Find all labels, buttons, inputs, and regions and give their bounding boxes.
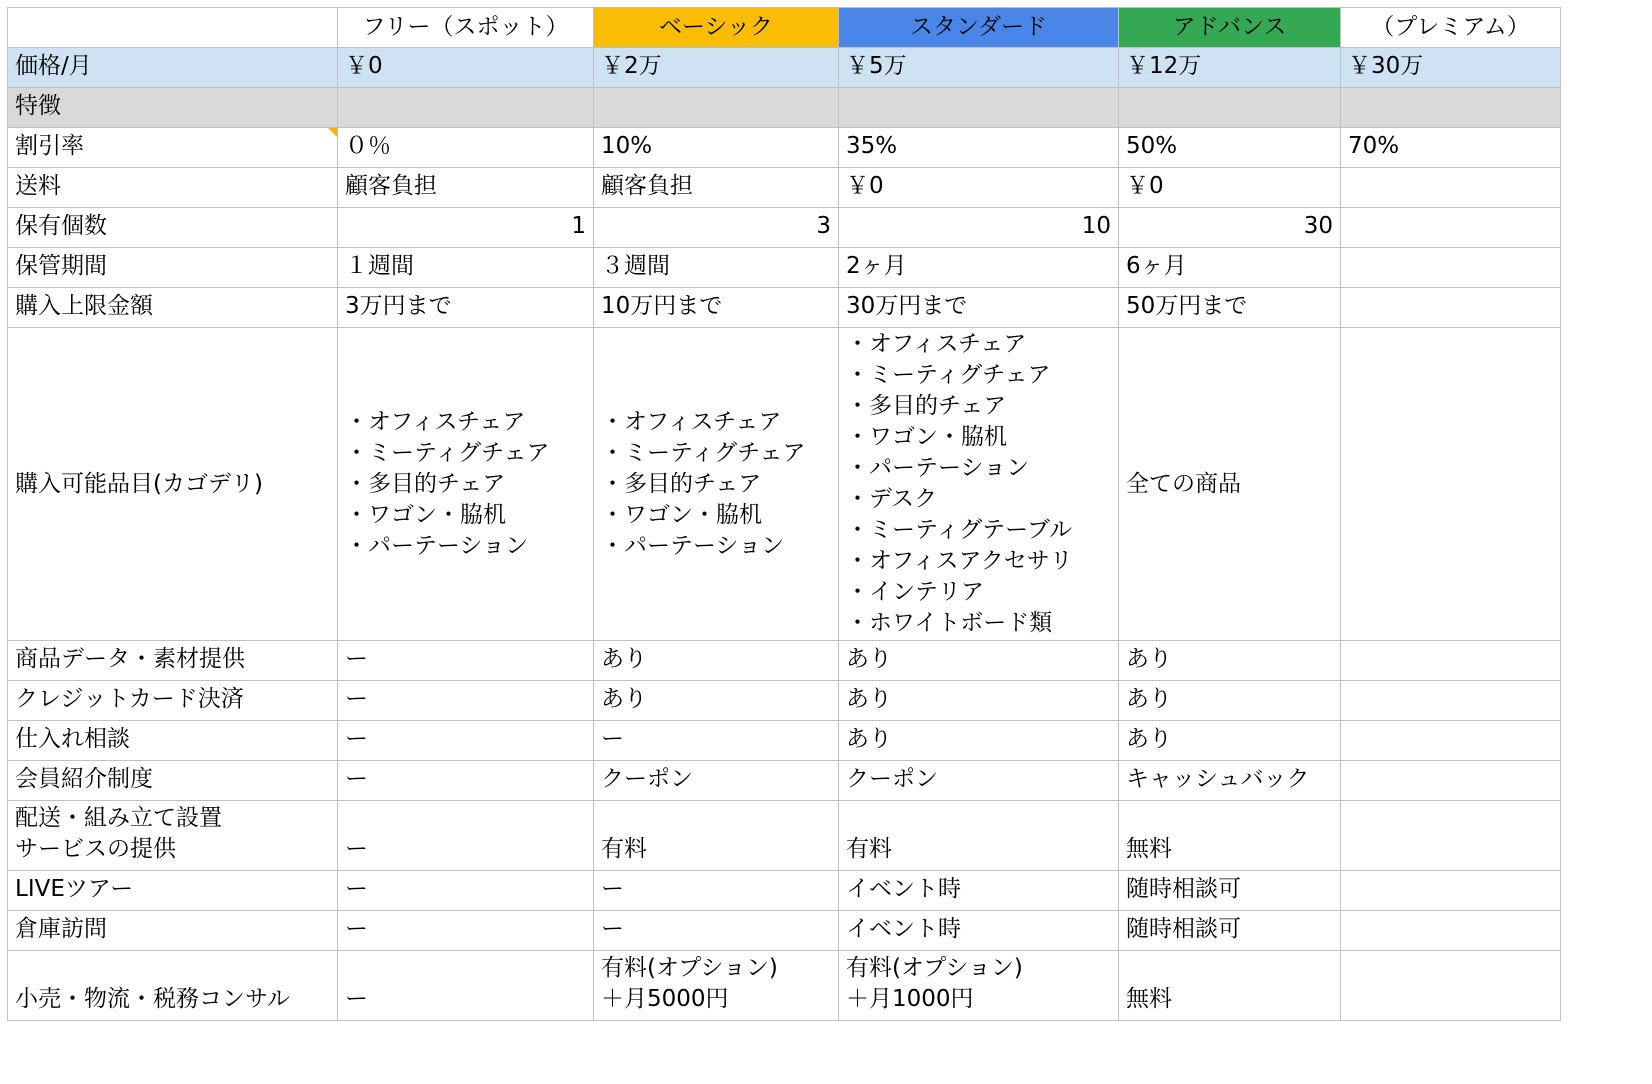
- cell-line: 配送・組み立て設置: [15, 805, 222, 831]
- cell-line: ・ワゴン・脇机: [601, 501, 762, 528]
- warehouse-visit-label[interactable]: 倉庫訪問: [8, 911, 338, 951]
- feature-cell[interactable]: [594, 88, 839, 128]
- holding-label[interactable]: 保有個数: [8, 208, 338, 248]
- cell-line: ・パーテーション: [601, 532, 785, 559]
- credit-card-basic[interactable]: あり: [594, 681, 839, 721]
- live-tour-free[interactable]: ー: [338, 871, 594, 911]
- referral-basic[interactable]: クーポン: [594, 761, 839, 801]
- referral-free[interactable]: ー: [338, 761, 594, 801]
- cell-line: ・ホワイトボード類: [846, 610, 1053, 636]
- categories-standard[interactable]: [839, 328, 1119, 641]
- cell-line: 有料(オプション): [601, 955, 778, 981]
- cell-line: 無料: [1126, 986, 1172, 1012]
- shipping-basic[interactable]: 顧客負担: [594, 168, 839, 208]
- product-data-premium[interactable]: [1341, 641, 1561, 681]
- purchase-limit-label[interactable]: 購入上限金額: [8, 288, 338, 328]
- cell-line: 全ての商品: [1126, 470, 1241, 497]
- categories-basic[interactable]: [594, 328, 839, 641]
- feature-cell[interactable]: [839, 88, 1119, 128]
- cell-line: ＋月5000円: [601, 986, 729, 1012]
- purchase-limit-basic[interactable]: 10万円まで: [594, 288, 839, 328]
- header-premium[interactable]: （プレミアム）: [1341, 8, 1561, 48]
- consulting-label[interactable]: 小売・物流・税務コンサル: [8, 951, 338, 1021]
- cell-line: ・パーテーション: [345, 532, 529, 559]
- referral-label[interactable]: 会員紹介制度: [8, 761, 338, 801]
- sourcing-free[interactable]: ー: [338, 721, 594, 761]
- cell-line: ＋月1000円: [846, 986, 974, 1012]
- price-advance[interactable]: ￥12万: [1119, 48, 1341, 88]
- live-tour-advance[interactable]: 随時相談可: [1119, 871, 1341, 911]
- holding-row: [8, 208, 1561, 248]
- cell-line: ・多目的チェア: [345, 470, 506, 497]
- cell-line: ・オフィスアクセサリ: [846, 548, 1073, 574]
- feature-section-row: [8, 88, 1561, 128]
- shipping-free[interactable]: 顧客負担: [338, 168, 594, 208]
- credit-card-label[interactable]: クレジットカード決済: [8, 681, 338, 721]
- product-data-advance[interactable]: あり: [1119, 641, 1341, 681]
- shipping-standard[interactable]: ￥0: [839, 168, 1119, 208]
- live-tour-premium[interactable]: [1341, 871, 1561, 911]
- purchase-limit-advance[interactable]: 50万円まで: [1119, 288, 1341, 328]
- feature-cell[interactable]: [338, 88, 594, 128]
- live-tour-row: [8, 871, 1561, 911]
- discount-advance[interactable]: 50%: [1119, 128, 1341, 168]
- storage-standard[interactable]: 2ヶ月: [839, 248, 1119, 288]
- cell-line: サービスの提供: [15, 836, 176, 862]
- price-standard[interactable]: ￥5万: [839, 48, 1119, 88]
- cell-line: ・デスク: [846, 486, 938, 512]
- price-free[interactable]: ￥0: [338, 48, 594, 88]
- purchase-limit-premium[interactable]: [1341, 288, 1561, 328]
- live-tour-standard[interactable]: イベント時: [839, 871, 1119, 911]
- categories-row: [8, 328, 1561, 641]
- cell-line: ・オフィスチェア: [846, 331, 1027, 357]
- shipping-label[interactable]: 送料: [8, 168, 338, 208]
- consulting-free[interactable]: [338, 951, 594, 1021]
- warehouse-visit-row: [8, 911, 1561, 951]
- holding-premium[interactable]: [1341, 208, 1561, 248]
- delivery-row: [8, 801, 1561, 871]
- header-row: [8, 8, 1561, 48]
- consulting-basic[interactable]: [594, 951, 839, 1021]
- header-standard[interactable]: スタンダード: [839, 8, 1119, 48]
- live-tour-label[interactable]: LIVEツアー: [8, 871, 338, 911]
- storage-basic[interactable]: ３週間: [594, 248, 839, 288]
- price-label[interactable]: 価格/月: [8, 48, 338, 88]
- credit-card-advance[interactable]: あり: [1119, 681, 1341, 721]
- categories-label[interactable]: 購入可能品目(カゴデリ): [8, 328, 338, 641]
- price-row: [8, 48, 1561, 88]
- product-data-label[interactable]: 商品データ・素材提供: [8, 641, 338, 681]
- holding-advance[interactable]: 30: [1119, 208, 1341, 248]
- categories-free[interactable]: [338, 328, 594, 641]
- delivery-free[interactable]: ー: [338, 801, 594, 871]
- shipping-row: [8, 168, 1561, 208]
- storage-label[interactable]: 保管期間: [8, 248, 338, 288]
- holding-free[interactable]: 1: [338, 208, 594, 248]
- sourcing-standard[interactable]: あり: [839, 721, 1119, 761]
- shipping-advance[interactable]: ￥0: [1119, 168, 1341, 208]
- holding-standard[interactable]: 10: [839, 208, 1119, 248]
- storage-advance[interactable]: 6ヶ月: [1119, 248, 1341, 288]
- cell-line: ・多目的チェア: [846, 393, 1007, 419]
- referral-row: [8, 761, 1561, 801]
- sourcing-row: [8, 721, 1561, 761]
- discount-basic[interactable]: 10%: [594, 128, 839, 168]
- delivery-standard[interactable]: 有料: [839, 801, 1119, 871]
- product-data-row: [8, 641, 1561, 681]
- storage-row: [8, 248, 1561, 288]
- cell-line: ・オフィスチェア: [345, 408, 526, 435]
- product-data-basic[interactable]: あり: [594, 641, 839, 681]
- cell-line: ・多目的チェア: [601, 470, 762, 497]
- holding-basic[interactable]: 3: [594, 208, 839, 248]
- purchase-limit-free[interactable]: 3万円まで: [338, 288, 594, 328]
- referral-advance[interactable]: キャッシュバック: [1119, 761, 1341, 801]
- header-cell-empty[interactable]: [8, 8, 338, 48]
- cell-line: ー: [345, 986, 368, 1012]
- purchase-limit-row: [8, 288, 1561, 328]
- cell-line: ・ミーティグテーブル: [846, 517, 1073, 543]
- referral-standard[interactable]: クーポン: [839, 761, 1119, 801]
- consulting-advance[interactable]: [1119, 951, 1341, 1021]
- discount-standard[interactable]: 35%: [839, 128, 1119, 168]
- warehouse-visit-premium[interactable]: [1341, 911, 1561, 951]
- sourcing-basic[interactable]: ー: [594, 721, 839, 761]
- credit-card-standard[interactable]: あり: [839, 681, 1119, 721]
- cell-line: ・ミーティグチェア: [601, 439, 806, 466]
- header-free[interactable]: フリー（スポット）: [338, 8, 594, 48]
- referral-premium[interactable]: [1341, 761, 1561, 801]
- cell-line: ・パーテーション: [846, 455, 1030, 481]
- plan-comparison-table: [7, 7, 1561, 1021]
- cell-line: ・ワゴン・脇机: [345, 501, 506, 528]
- product-data-standard[interactable]: あり: [839, 641, 1119, 681]
- consulting-row: [8, 951, 1561, 1021]
- consulting-standard[interactable]: [839, 951, 1119, 1021]
- delivery-label[interactable]: [8, 801, 338, 871]
- cell-line: ・インテリア: [846, 579, 984, 605]
- delivery-basic[interactable]: 有料: [594, 801, 839, 871]
- header-advance[interactable]: アドバンス: [1119, 8, 1341, 48]
- cell-line: ・オフィスチェア: [601, 408, 782, 435]
- storage-premium[interactable]: [1341, 248, 1561, 288]
- delivery-premium[interactable]: [1341, 801, 1561, 871]
- feature-cell[interactable]: [1119, 88, 1341, 128]
- consulting-premium[interactable]: [1341, 951, 1561, 1021]
- header-basic[interactable]: ベーシック: [594, 8, 839, 48]
- live-tour-basic[interactable]: ー: [594, 871, 839, 911]
- categories-premium[interactable]: [1341, 328, 1561, 641]
- cell-line: 有料(オプション): [846, 955, 1023, 981]
- price-premium[interactable]: ￥30万: [1341, 48, 1561, 88]
- warehouse-visit-standard[interactable]: イベント時: [839, 911, 1119, 951]
- cell-line: ・ミーティグチェア: [345, 439, 550, 466]
- warehouse-visit-advance[interactable]: 随時相談可: [1119, 911, 1341, 951]
- cell-line: ・ミーティグチェア: [846, 362, 1051, 388]
- credit-card-premium[interactable]: [1341, 681, 1561, 721]
- feature-section-label[interactable]: 特徴: [8, 88, 338, 128]
- price-basic[interactable]: ￥2万: [594, 48, 839, 88]
- warehouse-visit-free[interactable]: ー: [338, 911, 594, 951]
- warehouse-visit-basic[interactable]: ー: [594, 911, 839, 951]
- sourcing-advance[interactable]: あり: [1119, 721, 1341, 761]
- credit-card-free[interactable]: ー: [338, 681, 594, 721]
- discount-premium[interactable]: 70%: [1341, 128, 1561, 168]
- purchase-limit-standard[interactable]: 30万円まで: [839, 288, 1119, 328]
- product-data-free[interactable]: ー: [338, 641, 594, 681]
- shipping-premium[interactable]: [1341, 168, 1561, 208]
- discount-row: [8, 128, 1561, 168]
- sourcing-label[interactable]: 仕入れ相談: [8, 721, 338, 761]
- discount-free[interactable]: ０％: [338, 128, 594, 168]
- categories-advance[interactable]: [1119, 328, 1341, 641]
- cell-line: ・ワゴン・脇机: [846, 424, 1007, 450]
- delivery-advance[interactable]: 無料: [1119, 801, 1341, 871]
- storage-free[interactable]: １週間: [338, 248, 594, 288]
- feature-cell[interactable]: [1341, 88, 1561, 128]
- credit-card-row: [8, 681, 1561, 721]
- sourcing-premium[interactable]: [1341, 721, 1561, 761]
- discount-label[interactable]: 割引率: [8, 128, 338, 168]
